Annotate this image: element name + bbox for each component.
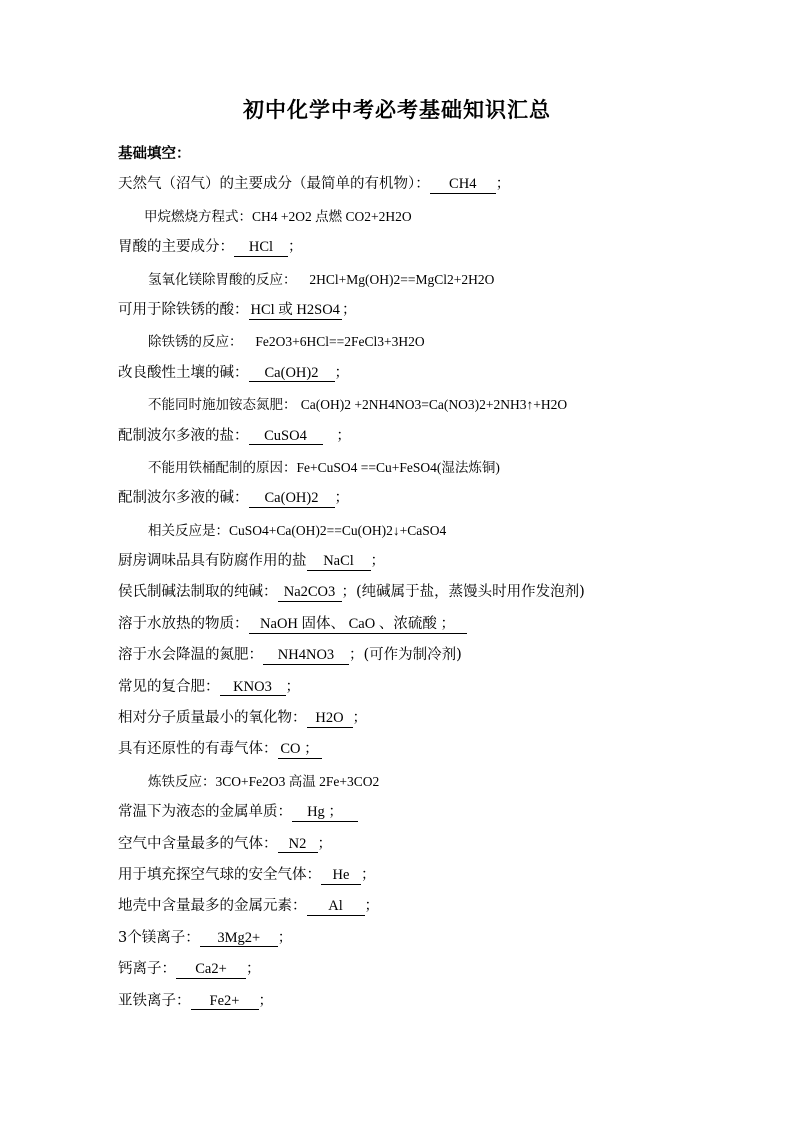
item-tail: ；	[370, 553, 385, 570]
item-tail: ；	[317, 835, 332, 852]
item-label: 相关反应是：	[148, 522, 229, 539]
answer-blank: N2	[278, 836, 318, 854]
equation-line	[118, 326, 758, 357]
item-label: 3个镁离子：	[118, 929, 200, 946]
item-label: 常见的复合肥：	[118, 678, 220, 695]
item-label: 侯氏制碱法制取的纯碱：	[118, 584, 278, 601]
item-tail: ；	[336, 427, 351, 444]
equation: 3CO+Fe2O3 高温 2Fe+3CO2	[215, 773, 380, 789]
equation-line	[118, 201, 758, 232]
section-heading: 基础填空：	[118, 145, 191, 162]
item-tail: ；	[341, 301, 357, 318]
equation: Fe+CuSO4 ==Cu+FeSO4(湿法炼铜)	[296, 459, 500, 475]
list-item	[118, 860, 758, 891]
item-tail: ；	[246, 961, 261, 978]
item-label: 钙离子：	[118, 961, 176, 978]
equation-line	[118, 389, 758, 420]
list-item	[118, 169, 758, 200]
list-item	[118, 954, 758, 985]
item-label: 胃酸的主要成分：	[118, 239, 234, 256]
list-item	[118, 358, 758, 389]
answer-blank: H2O	[307, 710, 353, 728]
content-lines	[118, 138, 758, 1017]
item-label: 溶于水放热的物质：	[118, 615, 249, 632]
answer-blank: Ca(OH)2	[249, 365, 335, 383]
item-tail: ；	[352, 710, 367, 727]
item-tail: ；	[364, 898, 379, 915]
item-label: 配制波尔多液的盐：	[118, 427, 249, 444]
list-item	[118, 577, 758, 608]
list-item	[118, 609, 758, 640]
item-label: 甲烷燃烧方程式：	[144, 208, 252, 225]
item-tail: ；	[334, 364, 349, 381]
page-title: 初中化学中考必考基础知识汇总	[243, 97, 551, 122]
item-label: 炼铁反应：	[148, 773, 216, 790]
list-item	[118, 797, 758, 828]
item-label: 氢氧化镁除胃酸的反应：	[148, 271, 297, 288]
list-item	[118, 986, 758, 1017]
item-label: 具有还原性的有毒气体：	[118, 741, 278, 758]
answer-blank: CO ；	[278, 741, 322, 759]
answer-blank: KNO3	[220, 679, 286, 697]
equation: CuSO4+Ca(OH)2==Cu(OH)2↓+CaSO4	[229, 522, 447, 538]
list-item	[118, 923, 758, 954]
equation-line	[118, 452, 758, 483]
answer-blank: CH4	[430, 176, 496, 194]
list-item	[118, 232, 758, 263]
item-label: 亚铁离子：	[118, 992, 191, 1009]
equation-line	[118, 515, 758, 546]
item-label: 可用于除铁锈的酸：	[118, 301, 249, 318]
item-tail: ；	[288, 239, 303, 256]
item-label: 不能同时施加铵态氮肥：	[148, 397, 297, 414]
answer-blank: Na2CO3	[278, 584, 342, 602]
list-item	[118, 421, 758, 452]
equation-line	[118, 264, 758, 295]
item-label: 天然气（沼气）的主要成分（最简单的有机物）：	[118, 176, 430, 193]
item-tail: ；	[361, 866, 376, 883]
list-item	[118, 703, 758, 734]
answer-blank: CuSO4	[249, 428, 323, 446]
answer-blank: Hg ；	[292, 804, 358, 822]
equation: CH4 +2O2 点燃 CO2+2H2O	[252, 208, 412, 224]
item-label: 除铁锈的反应：	[148, 334, 243, 351]
item-label: 地壳中含量最多的金属元素：	[118, 898, 307, 915]
item-label: 厨房调味品具有防腐作用的盐	[118, 553, 307, 570]
list-item	[118, 829, 758, 860]
item-tail: ；	[495, 176, 511, 193]
list-item	[118, 891, 758, 922]
list-item	[118, 734, 758, 765]
answer-blank: HCl	[234, 239, 288, 257]
item-label: 相对分子质量最小的氧化物：	[118, 710, 307, 727]
equation-line	[118, 766, 758, 797]
equation: Ca(OH)2 +2NH4NO3=Ca(NO3)2+2NH3↑+H2O	[300, 397, 568, 413]
item-label: 空气中含量最多的气体：	[118, 835, 278, 852]
answer-blank: Al	[307, 898, 365, 916]
answer-blank: NaCl	[307, 553, 371, 571]
item-tail: ；	[334, 490, 349, 507]
item-label: 配制波尔多液的碱：	[118, 490, 249, 507]
list-item	[118, 546, 758, 577]
item-tail: ；(可作为制冷剂)	[349, 647, 462, 664]
equation: Fe2O3+6HCl==2FeCl3+3H2O	[255, 334, 425, 350]
answer-blank: HCl 或 H2SO4	[250, 301, 340, 318]
item-label: 改良酸性土壤的碱：	[118, 364, 249, 381]
item-tail: ；	[258, 992, 273, 1009]
answer-blank: 3Mg2+	[200, 930, 278, 948]
item-label: 不能用铁桶配制的原因：	[148, 459, 297, 476]
item-label: 常温下为液态的金属单质：	[118, 804, 292, 821]
item-tail: ；(纯碱属于盐，蒸馒头时用作发泡剂)	[341, 584, 585, 601]
answer-blank: NH4NO3	[263, 647, 349, 665]
list-item	[118, 640, 758, 671]
list-item	[118, 295, 758, 326]
list-item	[118, 672, 758, 703]
answer-blank: Fe2+	[191, 993, 259, 1011]
item-tail: ；	[285, 678, 300, 695]
answer-blank: Ca(OH)2	[249, 490, 335, 508]
item-tail: ；	[277, 929, 293, 946]
answer-blank: NaOH 固体、 CaO 、浓硫酸 ；	[249, 616, 467, 634]
list-item	[118, 483, 758, 514]
answer-blank: Ca2+	[176, 961, 246, 979]
answer-blank: He	[321, 867, 361, 885]
equation: 2HCl+Mg(OH)2==MgCl2+2H2O	[309, 271, 495, 287]
item-label: 溶于水会降温的氮肥：	[118, 647, 263, 664]
item-label: 用于填充探空气球的安全气体：	[118, 866, 321, 883]
